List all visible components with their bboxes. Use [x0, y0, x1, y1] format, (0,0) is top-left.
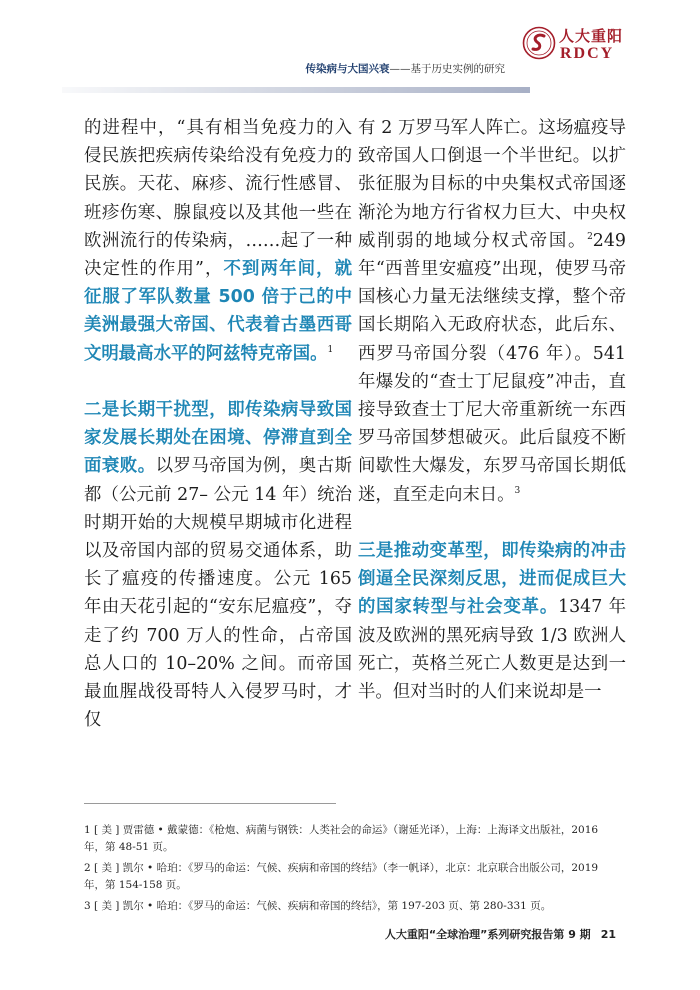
running-title — [306, 61, 506, 76]
body-text: 以罗马帝国为例，奥古斯都（公元前 27– 公元 14 年）统治时期开始的大规模早期城市化进程以及帝国内部的贸易交通体系，助长了瘟疫的传播速度。公元 165 年由天花引起的“安东尼瘟疫”，夺走了约 700 万人的性命，占帝国总人口的 10–20% 之间。而帝国最血腥战役哥特人入侵罗马时，才仅 — [84, 456, 352, 731]
footnotes — [84, 822, 616, 920]
body-text: 的进程中，“具有相当免疫力的入侵民族把疾病传染给没有免疫力的民族。天花、麻疹、流行性感冒、班疹伤寒、腺鼠疫以及其他一些在欧洲流行的传染病，……起了一种决定性的作用”， — [84, 118, 352, 280]
footnote: 3 [ 美 ] 凯尔 • 哈珀：《罗马的命运：气候、疾病和帝国的终结》，第 197-203 页、第 280-331 页。 — [84, 900, 552, 912]
body-text: 有 2 万罗马军人阵亡。这场瘟疫导致帝国人口倒退一个半世纪。以扩张征服为目标的中央集权式帝国逐渐沦为地方行省权力巨大、中央权威削弱的地域分权式帝国。 — [358, 118, 626, 251]
logo-chinese-name: 人大重阳 — [559, 27, 624, 45]
paragraph-gap — [84, 368, 352, 396]
paragraph — [84, 114, 352, 368]
footnote: 1 [ 美 ] 贾雷德 • 戴蒙德：《枪炮、病菌与钢铁：人类社会的命运》（谢延光译），上海：上海译文出版社，2016 年，第 48-51 页。 — [84, 824, 599, 853]
footnote: 2 [ 美 ] 凯尔 • 哈珀：《罗马的命运：气候、疾病和帝国的终结》（李一帆译），北京：北京联合出版公司，2019 年，第 154-158 页。 — [84, 862, 599, 891]
highlight-text: 二是长期干扰型，即传染病导致国家发展长期处在困境、停滞直到全面衰败。 — [84, 400, 352, 477]
footer-series-title: 人大重阳“全球治理”系列研究报告第 9 期 — [384, 928, 591, 941]
paragraph — [358, 114, 626, 509]
header-rule — [62, 87, 530, 93]
footnote-ref: 2 — [587, 232, 593, 243]
running-title-main: 传染病与大国兴衰 — [305, 63, 390, 75]
paragraph — [358, 537, 626, 706]
logo-english-name: RDCY — [560, 45, 615, 62]
right-column — [358, 114, 626, 706]
highlight-text: 不到两年间，就征服了军队数量 500 倍于己的中美洲最强大帝国、代表着古墨西哥文明最高水平的阿兹特克帝国。 — [84, 259, 352, 364]
paragraph-gap — [358, 509, 626, 537]
body-text: 1347 年波及欧洲的黑死病导致 1/3 欧洲人死亡，英格兰死亡人数更是达到一半。但对当时的人们来说却是一 — [358, 597, 626, 703]
page-number: 21 — [600, 928, 616, 941]
rdcy-emblem-icon — [522, 26, 556, 60]
paragraph — [84, 396, 352, 734]
highlight-text: 三是推动变革型，即传染病的冲击倒逼全民深刻反思，进而促成巨大的国家转型与社会变革。 — [358, 541, 626, 618]
footnote-divider — [84, 803, 336, 804]
left-column — [84, 114, 352, 734]
footnote-ref: 1 — [327, 344, 334, 355]
footnote-ref: 3 — [514, 485, 521, 496]
running-title-subtitle: ——基于历史实例的研究 — [389, 63, 505, 75]
body-text: 249 年“西普里安瘟疫”出现，使罗马帝国核心力量无法继续支撑，整个帝国长期陷入无政府状态，此后东、西罗马帝国分裂（476 年）。541 年爆发的“查士丁尼鼠疫”冲击，直接导致查士丁尼大帝重新统一东西罗马帝国梦想破灭。此后鼠疫不断间歇性大爆发，东罗马帝国长期低迷，直至走向末日。 — [358, 230, 626, 505]
page-footer — [385, 926, 616, 942]
rdcy-logo — [522, 25, 622, 67]
